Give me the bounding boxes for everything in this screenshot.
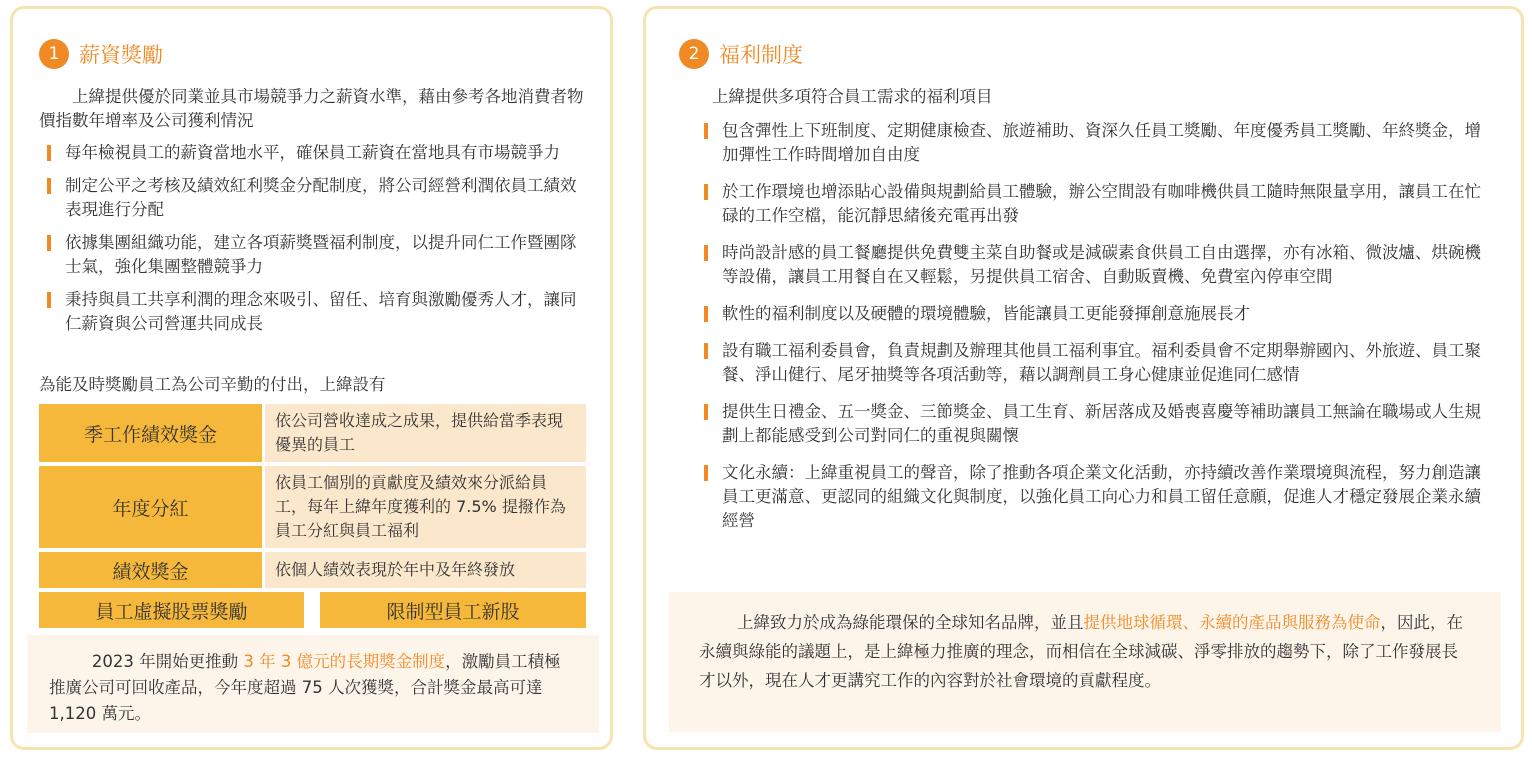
section-header bbox=[679, 39, 803, 69]
restricted-stock-reward: 限制型員工新股 bbox=[320, 592, 586, 628]
list-item: 文化永續：上緯重視員工的聲音，除了推動各項企業文化活動，亦持續改善作業環境與流程，努力創造讓員工更滿意、更認同的組織文化與制度，以強化員工向心力和員工留任意願，促進人才穩定發展企業永續經營 bbox=[696, 461, 1496, 533]
list-item: 依據集團組織功能，建立各項薪獎暨福利制度，以提升同仁工作暨團隊士氣，強化集團整體競爭力 bbox=[39, 231, 591, 279]
salary-rewards-panel bbox=[10, 6, 613, 750]
virtual-stock-reward: 員工虛擬股票獎勵 bbox=[39, 592, 304, 628]
salary-bullet-list bbox=[39, 141, 591, 345]
table-row bbox=[39, 466, 586, 548]
extra-rewards-row bbox=[39, 592, 586, 628]
section-number-badge: 2 bbox=[679, 39, 709, 69]
sustainability-mission-note bbox=[669, 592, 1501, 732]
reward-description: 依公司營收達成之成果，提供給當季表現優異的員工 bbox=[265, 404, 586, 462]
welfare-panel bbox=[643, 6, 1524, 750]
reward-description: 依個人績效表現於年中及年終發放 bbox=[265, 552, 586, 588]
list-item: 設有職工福利委員會，負責規劃及辦理其他員工福利事宜。福利委員會不定期舉辦國內、外旅遊、員工聚餐、淨山健行、尾牙抽獎等各項活動等，藉以調劑員工身心健康並促進同仁感情 bbox=[696, 339, 1496, 387]
table-row bbox=[39, 552, 586, 588]
note-text: ，因此，在永續與綠能的議題上，是上緯極力推廣的理念，而相信在全球減碳、淨零排放的趨勢下，除了工作發展長才以外，現在人才更講究工作的內容對於社會環境的貢獻程度。 bbox=[699, 613, 1463, 690]
list-item: 於工作環境也增添貼心設備與規劃給員工體驗，辦公空間設有咖啡機供員工隨時無限量享用，讓員工在忙碌的工作空檔，能沉靜思緒後充電再出發 bbox=[696, 180, 1496, 228]
intro-paragraph: 上緯提供優於同業並具市場競爭力之薪資水準，藉由參考各地消費者物價指數年增率及公司獲利情況 bbox=[39, 87, 584, 130]
long-term-bonus-note bbox=[27, 635, 599, 733]
list-item: 制定公平之考核及績效紅利獎金分配制度，將公司經營利潤依員工績效表現進行分配 bbox=[39, 174, 591, 222]
intro-paragraph: 上緯提供多項符合員工需求的福利項目 bbox=[712, 87, 993, 106]
section-header bbox=[39, 39, 163, 69]
list-item: 秉持與員工共享利潤的理念來吸引、留任、培育與激勵優秀人才，讓同仁薪資與公司營運共同成長 bbox=[39, 288, 591, 336]
note-text: ，激勵員工積極推廣公司可回收產品，今年度超過 75 人次獲獎，合計獎金最高可達 1,120 萬元。 bbox=[49, 652, 561, 723]
note-highlight: 3 年 3 億元的長期獎金制度 bbox=[243, 652, 446, 671]
section-number-badge: 1 bbox=[39, 39, 69, 69]
welfare-bullet-list bbox=[696, 119, 1496, 546]
reward-description: 依員工個別的貢獻度及績效來分派給員工，每年上緯年度獲利的 7.5% 提撥作為員工分紅與員工福利 bbox=[265, 466, 586, 548]
section-title: 福利制度 bbox=[719, 43, 803, 67]
list-item: 每年檢視員工的薪資當地水平，確保員工薪資在當地具有市場競爭力 bbox=[39, 141, 591, 165]
note-text: 上緯致力於成為綠能環保的全球知名品牌，並且 bbox=[736, 613, 1084, 632]
section-title: 薪資獎勵 bbox=[79, 43, 163, 67]
note-highlight: 提供地球循環、永續的產品與服務為使命 bbox=[1083, 613, 1381, 632]
note-text: 2023 年開始更推動 bbox=[91, 652, 244, 671]
list-item: 提供生日禮金、五一獎金、三節獎金、員工生育、新居落成及婚喪喜慶等補助讓員工無論在職場或人生規劃上都能感受到公司對同仁的重視與關懷 bbox=[696, 400, 1496, 448]
list-item: 軟性的福利制度以及硬體的環境體驗，皆能讓員工更能發揮創意施展長才 bbox=[696, 302, 1496, 326]
rewards-lead-text: 為能及時獎勵員工為公司辛勤的付出，上緯設有 bbox=[39, 375, 386, 394]
reward-name: 年度分紅 bbox=[39, 466, 262, 548]
list-item: 包含彈性上下班制度、定期健康檢查、旅遊補助、資深久任員工獎勵、年度優秀員工獎勵、年終獎金，增加彈性工作時間增加自由度 bbox=[696, 119, 1496, 167]
table-row bbox=[39, 404, 586, 462]
reward-name: 績效獎金 bbox=[39, 552, 262, 588]
list-item: 時尚設計感的員工餐廳提供免費雙主菜自助餐或是減碳素食供員工自由選擇，亦有冰箱、微波爐、烘碗機等設備，讓員工用餐自在又輕鬆，另提供員工宿舍、自動販賣機、免費室內停車空間 bbox=[696, 241, 1496, 289]
reward-name: 季工作績效獎金 bbox=[39, 404, 262, 462]
rewards-table bbox=[39, 404, 586, 628]
